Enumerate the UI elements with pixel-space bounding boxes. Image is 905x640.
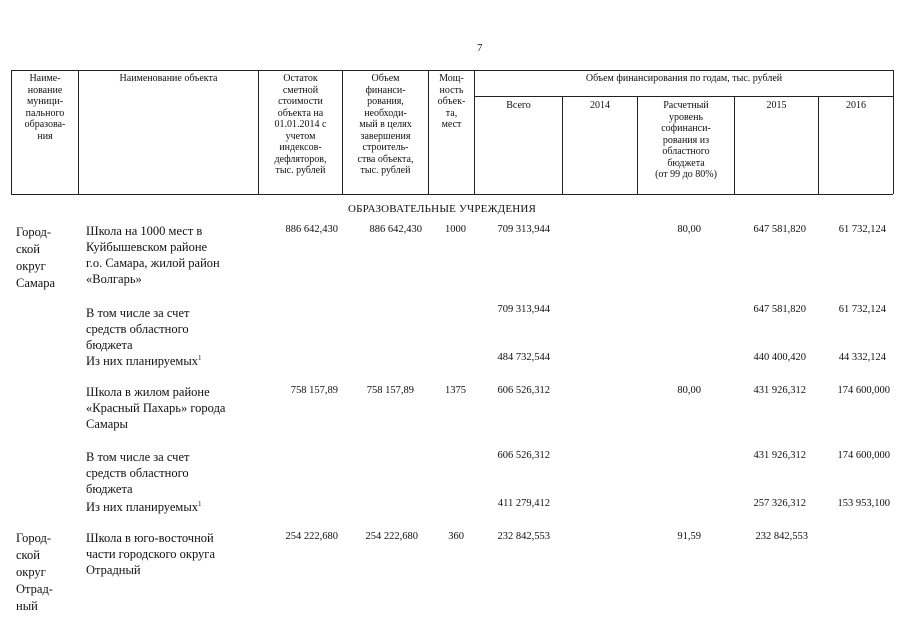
total-value: 411 279,412	[497, 498, 550, 509]
year-2016-value: 174 600,000	[837, 450, 890, 461]
total-value: 232 842,553	[497, 531, 550, 542]
header-2016: 2016	[846, 100, 866, 111]
remaining-cost-value: 886 642,430	[285, 224, 338, 235]
total-value: 606 526,312	[497, 385, 550, 396]
capacity-value: 1000	[445, 224, 466, 235]
rate-value: 80,00	[677, 385, 701, 396]
header-total: Всего	[506, 100, 531, 111]
object-name	[86, 350, 201, 369]
remaining-cost-value: 254 222,680	[285, 531, 338, 542]
object-name: В том числе за счет средств областного бюджета	[86, 306, 190, 352]
year-2016-value: 61 732,124	[838, 304, 886, 315]
header-2015: 2015	[766, 100, 787, 111]
header-financing-volume: Объем финанси- рования, необходи- мый в целях завершения строитель- ства объекта, тыс. рублей	[357, 73, 414, 176]
footnote-marker: 1	[197, 354, 202, 362]
year-2015-value: 431 926,312	[753, 450, 806, 461]
footnote-marker: 1	[197, 500, 202, 508]
object-name	[86, 496, 201, 515]
page-number: 7	[477, 42, 483, 54]
year-2015-value: 647 581,820	[753, 224, 806, 235]
rate-value: 91,59	[677, 531, 701, 542]
financing-volume-value: 886 642,430	[369, 224, 422, 235]
object-name-text: Из них планируемых	[86, 500, 198, 515]
year-2015-value: 647 581,820	[753, 304, 806, 315]
total-value: 606 526,312	[497, 450, 550, 461]
object-name: Школа в жилом районе «Красный Пахарь» города Самары	[86, 385, 226, 431]
financing-volume-value: 758 157,89	[366, 385, 414, 396]
header-financing-by-year: Объем финансирования по годам, тыс. рублей	[585, 73, 783, 84]
capacity-value: 360	[448, 531, 464, 542]
col-divider	[474, 70, 475, 194]
header-municipality: Наиме- нование муници- пального образова- ния	[24, 73, 66, 142]
total-value: 484 732,544	[497, 352, 550, 363]
year-2015-value: 257 326,312	[753, 498, 806, 509]
header-remaining-cost: Остаток сметной стоимости объекта на 01.01.2014 с учетом индексов- дефляторов, тыс. рублей	[274, 73, 327, 176]
total-value: 709 313,944	[497, 304, 550, 315]
header-2014: 2014	[590, 100, 610, 111]
object-name: Школа в юго-восточной части городского округа Отрадный	[86, 531, 215, 577]
year-2015-value: 232 842,553	[755, 531, 808, 542]
header-bottom-border	[11, 194, 893, 195]
object-name: В том числе за счет средств областного бюджета	[86, 450, 190, 496]
col-divider	[78, 70, 79, 194]
total-value: 709 313,944	[497, 224, 550, 235]
year-2016-value: 61 732,124	[838, 224, 886, 235]
year-2015-value: 431 926,312	[753, 385, 806, 396]
section-title: ОБРАЗОВАТЕЛЬНЫЕ УЧРЕЖДЕНИЯ	[348, 203, 537, 215]
object-name-text: Из них планируемых	[86, 354, 198, 369]
year-2016-value: 153 953,100	[837, 498, 890, 509]
capacity-value: 1375	[445, 385, 466, 396]
header-cofinancing-rate: Расчетный уровень софинанси- рования из областного бюджета (от 99 до 80%)	[655, 100, 717, 180]
remaining-cost-value: 758 157,89	[290, 385, 338, 396]
header-object-name: Наименование объекта	[119, 73, 218, 84]
financing-volume-value: 254 222,680	[365, 531, 418, 542]
year-2016-value: 174 600,000	[837, 385, 890, 396]
col-divider	[893, 70, 894, 194]
object-name: Школа на 1000 мест в Куйбышевском районе г.о. Самара, жилой район «Волгарь»	[86, 224, 220, 286]
year-2015-value: 440 400,420	[753, 352, 806, 363]
municipality-samara: Город- ской округ Самара	[16, 225, 56, 290]
municipality-otradny: Город- ской округ Отрад- ный	[16, 531, 53, 613]
header-subrow-border	[474, 96, 893, 97]
year-2016-value: 44 332,124	[838, 352, 886, 363]
header-top-border	[11, 70, 893, 71]
rate-value: 80,00	[677, 224, 701, 235]
header-capacity: Мощ- ность объек- та, мест	[437, 73, 466, 130]
